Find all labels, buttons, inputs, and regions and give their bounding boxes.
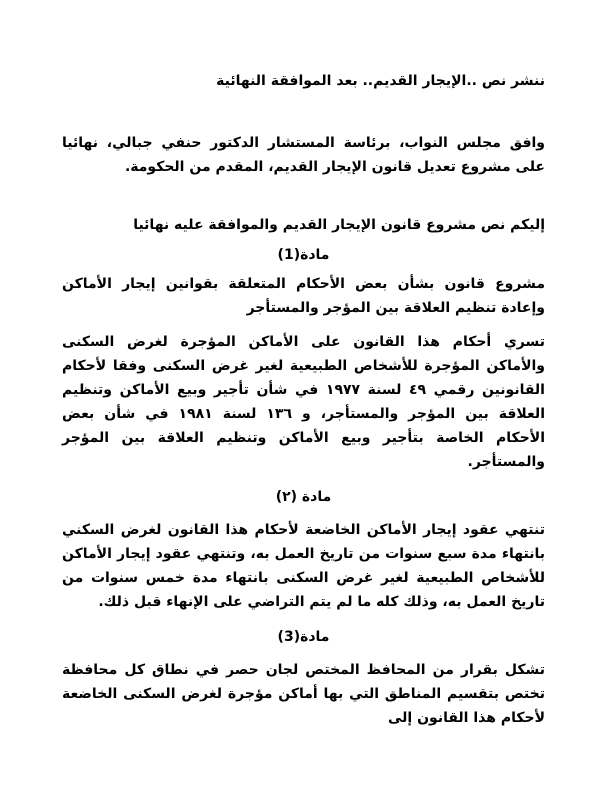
article-3-heading: مادة(3) [277, 629, 330, 645]
article-1-paragraph-1: مشروع قانون بشأن بعض الأحكام المتعلقة بقوانين إيجار الأماكن وإعادة تنظيم العلاقة بين المؤجر والمستأجر [62, 276, 545, 316]
article-3-paragraph-1: تشكل بقرار من المحافظ المختص لجان حصر في نطاق كل محافظة تختص بتقسيم المناطق التي بها أماكن مؤجرة لغرض السكنى الخاضعة لأحكام هذا القانون إلى [62, 662, 545, 726]
lead-line: إليكم نص مشروع قانون الإيجار القديم والموافقة عليه نهائيا [133, 217, 545, 233]
article-1-paragraph-2: تسري أحكام هذا القانون على الأماكن المؤجرة لغرض السكنى والأماكن المؤجرة للأشخاص الطبيعية لغير غرض السكنى وفقا لأحكام القانونين رقمي ٤٩ لسنة ١٩٧٧ في شأن تأجير وبيع الأماكن وتنظيم العلاقة بين المؤجر والمستأجر، و ١٣٦ لسنة ١٩٨١ في شأن بعض الأحكام الخاصة بتأجير وبيع الأماكن وتنظيم العلاقة بين المؤجر والمستأجر. [62, 334, 545, 470]
article-2-heading: مادة (٢) [275, 489, 332, 505]
article-1-heading: مادة(1) [277, 247, 330, 263]
article-2-paragraph-1: تنتهي عقود إيجار الأماكن الخاضعة لأحكام هذا القانون لغرض السكني بانتهاء مدة سبع سنوات من تاريخ العمل به، وتنتهي عقود إيجار الأماكن للأشخاص الطبيعية لغير غرض السكنى بانتهاء مدة خمس سنوات من تاريخ العمل به، وذلك كله ما لم يتم التراضي على الإنهاء قبل ذلك. [62, 522, 545, 610]
document-title: ننشر نص ..الإيجار القديم.. بعد الموافقة النهائية [216, 73, 545, 89]
intro-paragraph: وافق مجلس النواب، برئاسة المستشار الدكتور حنفي جبالي، نهائيا على مشروع تعديل قانون الإيجار القديم، المقدم من الحكومة. [62, 135, 545, 175]
